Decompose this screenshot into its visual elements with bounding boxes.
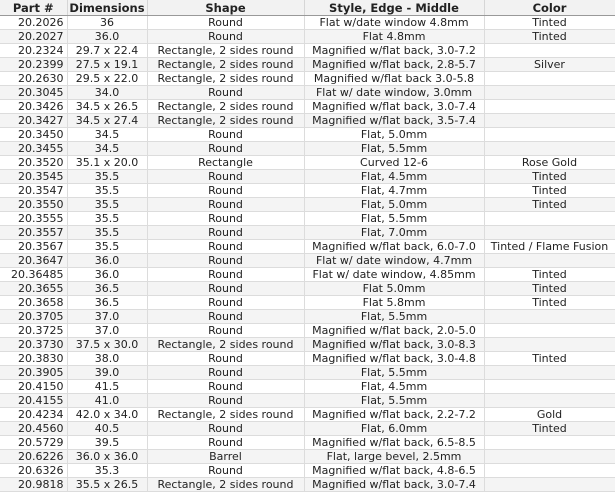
style-cell: Magnified w/flat back, 2.2-7.2 [304,408,484,422]
style-cell: Magnified w/flat back, 6.5-8.5 [304,436,484,450]
style-cell: Magnified w/flat back 3.0-5.8 [304,72,484,86]
table-row [0,282,615,296]
style-cell: Flat, 5.0mm [304,198,484,212]
color-cell [484,380,615,394]
shape-cell: Round [147,198,304,212]
color-cell [484,142,615,156]
shape-cell: Round [147,212,304,226]
dimensions-cell: 35.5 x 26.5 [67,478,147,492]
part-number-cell: 20.4150 [0,380,67,394]
part-number-cell: 20.3905 [0,366,67,380]
style-cell: Flat, 5.5mm [304,366,484,380]
shape-cell: Rectangle, 2 sides round [147,100,304,114]
dimensions-cell: 34.5 x 27.4 [67,114,147,128]
style-cell: Magnified w/flat back, 4.8-6.5 [304,464,484,478]
color-cell [484,100,615,114]
style-cell: Flat, 4.5mm [304,380,484,394]
header-dimensions: Dimensions [67,0,147,16]
dimensions-cell: 35.5 [67,240,147,254]
dimensions-cell: 36.0 [67,254,147,268]
style-cell: Flat 4.8mm [304,30,484,44]
part-number-cell: 20.3567 [0,240,67,254]
table-row [0,72,615,86]
table-row [0,226,615,240]
style-cell: Flat, 4.7mm [304,184,484,198]
part-number-cell: 20.3705 [0,310,67,324]
table-row [0,394,615,408]
color-cell [484,366,615,380]
color-cell [484,324,615,338]
shape-cell: Rectangle, 2 sides round [147,114,304,128]
dimensions-cell: 40.5 [67,422,147,436]
table-row [0,268,615,282]
part-number-cell: 20.3658 [0,296,67,310]
table-row [0,380,615,394]
dimensions-cell: 35.5 [67,226,147,240]
color-cell [484,114,615,128]
color-cell [484,394,615,408]
style-cell: Flat, 6.0mm [304,422,484,436]
style-cell: Magnified w/flat back, 3.0-7.4 [304,478,484,492]
table-row [0,86,615,100]
table-row [0,142,615,156]
color-cell [484,254,615,268]
dimensions-cell: 35.5 [67,212,147,226]
shape-cell: Rectangle, 2 sides round [147,338,304,352]
header-color: Color [484,0,615,16]
part-number-cell: 20.2630 [0,72,67,86]
dimensions-cell: 27.5 x 19.1 [67,58,147,72]
dimensions-cell: 36.0 [67,268,147,282]
dimensions-cell: 36 [67,16,147,30]
color-cell: Tinted [484,296,615,310]
part-number-cell: 20.3655 [0,282,67,296]
style-cell: Flat 5.0mm [304,282,484,296]
header-part-number: Part # [0,0,67,16]
dimensions-cell: 35.5 [67,198,147,212]
shape-cell: Round [147,254,304,268]
shape-cell: Round [147,30,304,44]
shape-cell: Round [147,240,304,254]
style-cell: Flat, 5.5mm [304,394,484,408]
color-cell [484,86,615,100]
table-row [0,100,615,114]
color-cell [484,44,615,58]
color-cell [484,464,615,478]
part-number-cell: 20.6326 [0,464,67,478]
style-cell: Magnified w/flat back, 3.5-7.4 [304,114,484,128]
style-cell: Flat w/ date window, 4.7mm [304,254,484,268]
shape-cell: Round [147,394,304,408]
shape-cell: Round [147,16,304,30]
dimensions-cell: 41.0 [67,394,147,408]
part-number-cell: 20.3547 [0,184,67,198]
shape-cell: Rectangle, 2 sides round [147,72,304,86]
header-row [0,0,615,16]
part-number-cell: 20.3045 [0,86,67,100]
shape-cell: Rectangle, 2 sides round [147,58,304,72]
shape-cell: Barrel [147,450,304,464]
dimensions-cell: 35.1 x 20.0 [67,156,147,170]
color-cell: Tinted [484,30,615,44]
part-number-cell: 20.3455 [0,142,67,156]
table-row [0,324,615,338]
table-row [0,16,615,30]
dimensions-cell: 34.5 x 26.5 [67,100,147,114]
color-cell: Tinted [484,268,615,282]
dimensions-cell: 36.0 [67,30,147,44]
style-cell: Flat w/ date window, 3.0mm [304,86,484,100]
style-cell: Magnified w/flat back, 6.0-7.0 [304,240,484,254]
table-row [0,296,615,310]
dimensions-cell: 37.0 [67,310,147,324]
table-row [0,478,615,492]
table-row [0,352,615,366]
style-cell: Flat, 5.0mm [304,128,484,142]
style-cell: Magnified w/flat back, 2.0-5.0 [304,324,484,338]
dimensions-cell: 36.5 [67,282,147,296]
table-row [0,338,615,352]
style-cell: Curved 12-6 [304,156,484,170]
shape-cell: Round [147,366,304,380]
part-number-cell: 20.3557 [0,226,67,240]
table-row [0,408,615,422]
color-cell [484,338,615,352]
color-cell [484,450,615,464]
shape-cell: Round [147,282,304,296]
table-row [0,366,615,380]
color-cell: Silver [484,58,615,72]
part-number-cell: 20.3647 [0,254,67,268]
part-number-cell: 20.2027 [0,30,67,44]
table-row [0,212,615,226]
style-cell: Flat w/date window 4.8mm [304,16,484,30]
part-number-cell: 20.5729 [0,436,67,450]
dimensions-cell: 38.0 [67,352,147,366]
table-row [0,198,615,212]
style-cell: Flat, 5.5mm [304,212,484,226]
part-number-cell: 20.2324 [0,44,67,58]
dimensions-cell: 29.5 x 22.0 [67,72,147,86]
table-row [0,44,615,58]
style-cell: Magnified w/flat back, 3.0-4.8 [304,352,484,366]
color-cell [484,72,615,86]
shape-cell: Round [147,296,304,310]
part-number-cell: 20.36485 [0,268,67,282]
style-cell: Flat, 5.5mm [304,310,484,324]
table-row [0,450,615,464]
shape-cell: Round [147,464,304,478]
table-row [0,436,615,450]
color-cell: Tinted / Flame Fusion [484,240,615,254]
table-row [0,156,615,170]
color-cell: Tinted [484,282,615,296]
shape-cell: Round [147,310,304,324]
part-number-cell: 20.3427 [0,114,67,128]
part-number-cell: 20.3426 [0,100,67,114]
dimensions-cell: 39.0 [67,366,147,380]
part-number-cell: 20.4560 [0,422,67,436]
shape-cell: Round [147,170,304,184]
part-number-cell: 20.3730 [0,338,67,352]
dimensions-cell: 34.0 [67,86,147,100]
dimensions-cell: 36.0 x 36.0 [67,450,147,464]
style-cell: Flat, large bevel, 2.5mm [304,450,484,464]
color-cell [484,226,615,240]
style-cell: Flat w/ date window, 4.85mm [304,268,484,282]
style-cell: Flat, 7.0mm [304,226,484,240]
dimensions-cell: 29.7 x 22.4 [67,44,147,58]
part-number-cell: 20.4155 [0,394,67,408]
style-cell: Magnified w/flat back, 3.0-7.2 [304,44,484,58]
part-number-cell: 20.2399 [0,58,67,72]
shape-cell: Rectangle [147,156,304,170]
dimensions-cell: 35.5 [67,170,147,184]
dimensions-cell: 34.5 [67,142,147,156]
color-cell: Tinted [484,198,615,212]
dimensions-cell: 37.5 x 30.0 [67,338,147,352]
header-shape: Shape [147,0,304,16]
color-cell [484,436,615,450]
part-number-cell: 20.6226 [0,450,67,464]
shape-cell: Round [147,142,304,156]
dimensions-cell: 34.5 [67,128,147,142]
color-cell [484,128,615,142]
table-row [0,114,615,128]
dimensions-cell: 36.5 [67,296,147,310]
part-number-cell: 20.3550 [0,198,67,212]
color-cell: Tinted [484,184,615,198]
shape-cell: Round [147,86,304,100]
part-number-cell: 20.3555 [0,212,67,226]
style-cell: Flat 5.8mm [304,296,484,310]
table-row [0,170,615,184]
dimensions-cell: 42.0 x 34.0 [67,408,147,422]
color-cell [484,310,615,324]
style-cell: Flat, 4.5mm [304,170,484,184]
dimensions-cell: 37.0 [67,324,147,338]
shape-cell: Round [147,422,304,436]
shape-cell: Rectangle, 2 sides round [147,478,304,492]
table-row [0,58,615,72]
part-number-cell: 20.3520 [0,156,67,170]
shape-cell: Round [147,436,304,450]
dimensions-cell: 35.3 [67,464,147,478]
part-number-cell: 20.4234 [0,408,67,422]
header-style-edge-middle: Style, Edge - Middle [304,0,484,16]
table-row [0,422,615,436]
part-number-cell: 20.3725 [0,324,67,338]
dimensions-cell: 41.5 [67,380,147,394]
shape-cell: Round [147,268,304,282]
color-cell: Gold [484,408,615,422]
shape-cell: Round [147,324,304,338]
shape-cell: Round [147,352,304,366]
color-cell: Tinted [484,422,615,436]
shape-cell: Rectangle, 2 sides round [147,408,304,422]
shape-cell: Round [147,380,304,394]
table-row [0,184,615,198]
table-row [0,128,615,142]
shape-cell: Round [147,226,304,240]
color-cell: Rose Gold [484,156,615,170]
style-cell: Magnified w/flat back, 3.0-7.4 [304,100,484,114]
part-number-cell: 20.3545 [0,170,67,184]
part-number-cell: 20.3830 [0,352,67,366]
table-row [0,240,615,254]
style-cell: Magnified w/flat back, 3.0-8.3 [304,338,484,352]
color-cell: Tinted [484,170,615,184]
color-cell: Tinted [484,16,615,30]
style-cell: Magnified w/flat back, 2.8-5.7 [304,58,484,72]
color-cell: Tinted [484,352,615,366]
table-row [0,30,615,44]
table-row [0,254,615,268]
dimensions-cell: 39.5 [67,436,147,450]
part-number-cell: 20.2026 [0,16,67,30]
table-row [0,310,615,324]
dimensions-cell: 35.5 [67,184,147,198]
table-row [0,464,615,478]
shape-cell: Round [147,128,304,142]
shape-cell: Rectangle, 2 sides round [147,44,304,58]
part-number-cell: 20.9818 [0,478,67,492]
shape-cell: Round [147,184,304,198]
color-cell [484,478,615,492]
part-number-cell: 20.3450 [0,128,67,142]
style-cell: Flat, 5.5mm [304,142,484,156]
color-cell [484,212,615,226]
